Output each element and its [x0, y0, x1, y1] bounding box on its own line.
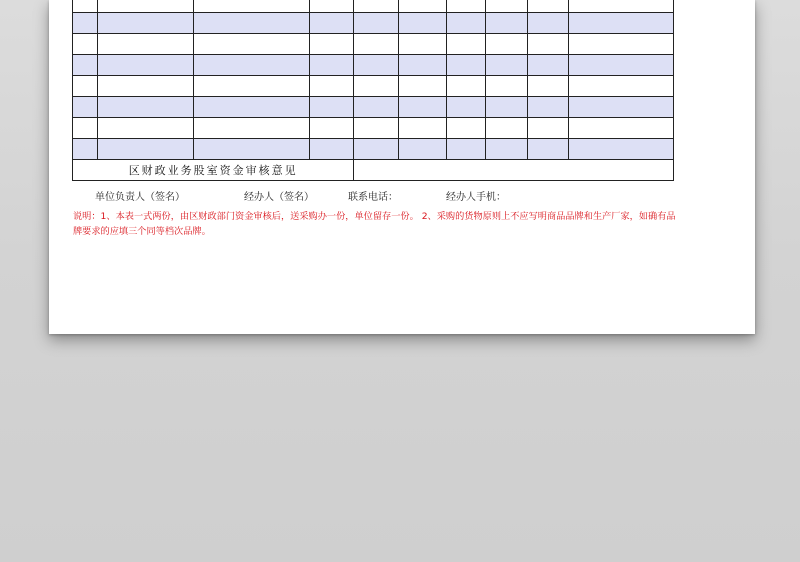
handler-signature-label: 经办人（签名）	[244, 192, 314, 203]
phone-label: 联系电话：	[348, 192, 398, 203]
table-row	[73, 55, 674, 76]
purchase-form-table	[72, 0, 674, 181]
table-row	[73, 118, 674, 139]
review-opinion-label: 区财政业务股室资金审核意见	[73, 160, 354, 181]
signature-row	[74, 188, 674, 202]
handler-mobile-label: 经办人手机：	[446, 192, 506, 203]
instructions-note: 说明：1、本表一式两份，由区财政部门资金审核后，送采购办一份，单位留存一份。 2、采购的货物原则上不应写明商品品牌和生产厂家，如确有品牌要求的应填三个同等档次品牌。	[73, 211, 676, 237]
review-opinion-field[interactable]	[354, 160, 674, 181]
table-row	[73, 76, 674, 97]
table-row	[73, 13, 674, 34]
table-row	[73, 34, 674, 55]
review-row	[73, 160, 674, 181]
table-row	[73, 97, 674, 118]
unit-head-signature-label: 单位负责人（签名）	[95, 192, 185, 203]
table-row	[73, 139, 674, 160]
table-row	[73, 0, 674, 13]
